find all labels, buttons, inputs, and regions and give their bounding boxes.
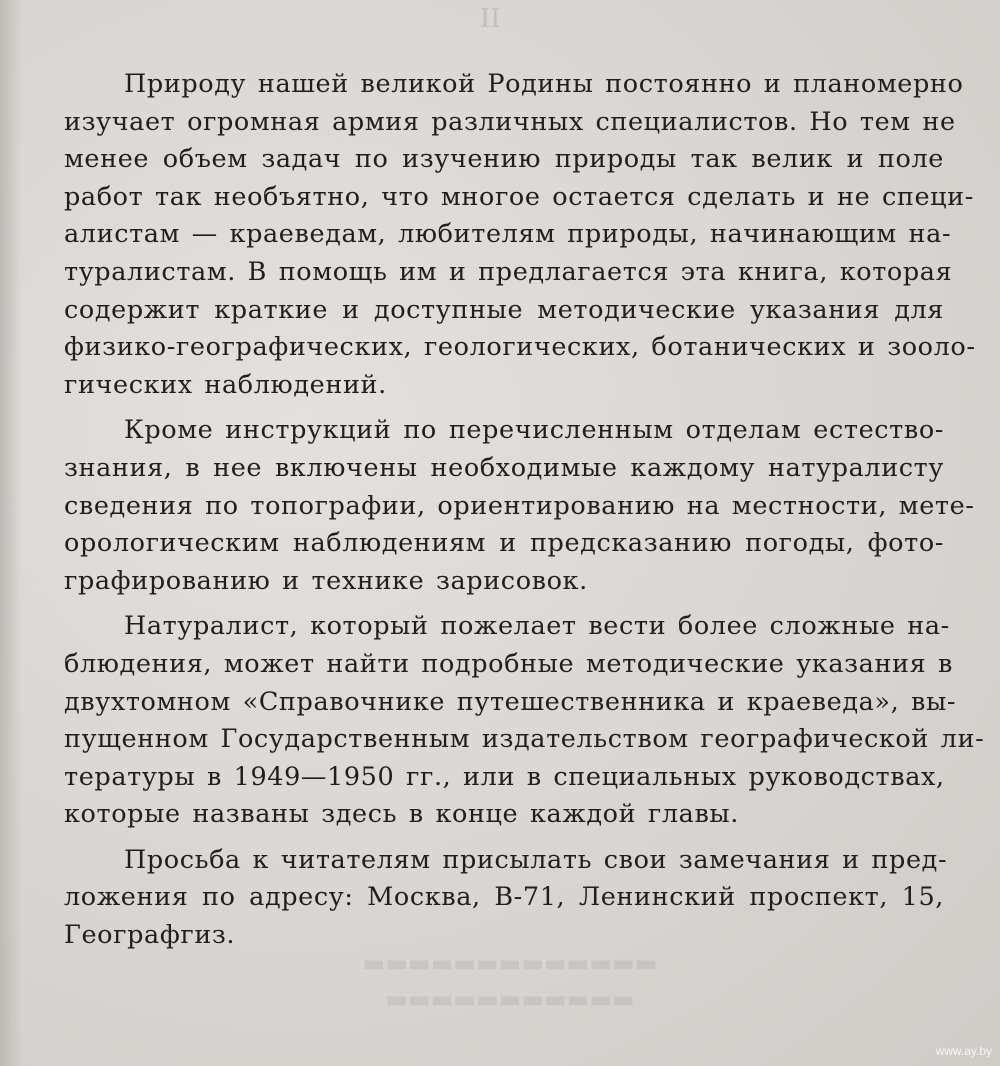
text-line: Просьба к читателям присылать свои замечания и пред-: [124, 844, 948, 875]
text-line: двухтомном «Справочнике путешественника и краеведа», вы-: [64, 686, 957, 717]
watermark: www.ay.by: [935, 1044, 992, 1058]
text-line: пущенном Государственным издательством географической ли-: [64, 724, 985, 755]
text-line: ложения по адресу: Москва, В-71, Ленинский проспект, 15,: [64, 882, 944, 913]
text-line: тературы в 1949—1950 гг., или в специальных руководствах,: [64, 761, 945, 792]
text-line: сведения по топографии, ориентированию на местности, мете-: [64, 490, 975, 521]
text-line: Географгиз.: [64, 920, 236, 951]
paragraph-2: [64, 412, 975, 600]
text-line: которые названы здесь в конце каждой главы.: [64, 799, 740, 830]
paragraph-3: [64, 608, 985, 834]
paragraph-1: [64, 66, 976, 404]
text-line: гических наблюдений.: [64, 369, 387, 400]
text-line: графированию и технике зарисовок.: [64, 565, 588, 596]
text-line: Кроме инструкций по перечисленным отделам естество-: [124, 415, 944, 446]
text-line: Природу нашей великой Родины постоянно и планомерно: [124, 69, 964, 99]
text-line: физико-географических, геологических, ботанических и зооло-: [64, 332, 976, 363]
text-line: туралистам. В помощь им и предлагается эта книга, которая: [64, 256, 953, 287]
page-fold-shadow: [0, 0, 22, 1066]
bleed-through-text: ▬▬▬▬▬▬▬▬▬▬▬▬▬ ▬▬▬▬▬▬▬▬▬▬▬: [362, 949, 658, 1013]
text-line: работ так необъятно, что многое остается сделать и не специ-: [64, 181, 974, 212]
text-line: орологическим наблюдениям и предсказанию погоды, фото-: [64, 528, 944, 559]
text-line: изучает огромная армия различных специалистов. Но тем не: [64, 106, 956, 137]
text-line: содержит краткие и доступные методические указания для: [64, 294, 944, 325]
preface-text: [64, 66, 985, 963]
text-line: Натуралист, который пожелает вести более сложные на-: [124, 611, 950, 642]
paragraph-4: [64, 842, 948, 955]
text-line: менее объем задач по изучению природы так велик и поле: [64, 144, 944, 175]
text-line: блюдения, может найти подробные методические указания в: [64, 648, 953, 679]
text-line: знания, в нее включены необходимые каждому натуралисту: [64, 452, 944, 483]
bleed-through-page-number: II: [480, 4, 501, 34]
text-line: алистам — краеведам, любителям природы, начинающим на-: [64, 219, 952, 250]
